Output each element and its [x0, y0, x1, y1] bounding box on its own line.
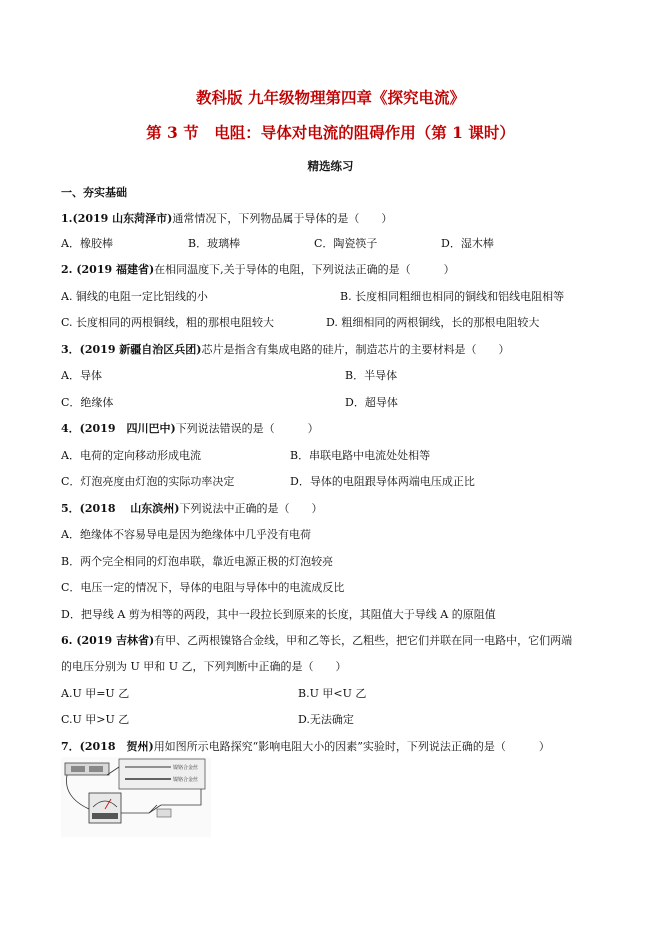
option-d: D. 粗细相同的两根铜线，长的那根电阻较大: [326, 316, 540, 329]
clip-icon: [157, 809, 171, 817]
question-source: 4．(2019 四川巴中): [61, 422, 176, 435]
question-text: 芯片是指含有集成电路的硅片，制造芯片的主要材料是（ ）: [201, 343, 510, 356]
option-b: B．两个完全相同的灯泡串联，靠近电源正极的灯泡较亮: [61, 555, 334, 568]
question-source: 6. (2019 吉林省): [61, 634, 155, 647]
question-text: 下列说法中正确的是（ ）: [179, 502, 323, 515]
question-6-continued: 的电压分别为 U 甲和 U 乙，下列判断中正确的是（ ）: [61, 660, 347, 673]
option-b: B. 长度相同粗细也相同的铜线和铝线电阻相等: [340, 290, 565, 303]
question-text: 下列说法错误的是（ ）: [175, 422, 319, 435]
option-c: C. 长度相同的两根铜线，粗的那根电阻较大: [61, 316, 275, 329]
option-c: C．绝缘体: [61, 396, 114, 409]
question-source: 3．(2019 新疆自治区兵团): [61, 343, 202, 356]
option-b: B.U 甲<U 乙: [298, 687, 367, 700]
question-source: 2. (2019 福建省): [61, 263, 155, 276]
option-a: A．电荷的定向移动形成电流: [61, 449, 201, 462]
question-source: 1.(2019 山东菏泽市): [61, 212, 173, 225]
wire-label-1: 镍铬合金丝: [173, 765, 199, 771]
part-title: 一、夯实基础: [61, 186, 127, 199]
option-b: B．半导体: [345, 369, 398, 382]
question-2: [61, 263, 455, 277]
section-label: 精选练习: [307, 159, 354, 173]
question-5: [61, 502, 323, 516]
question-3: [61, 343, 510, 357]
option-a: A. 铜线的电阻一定比铝线的小: [61, 290, 208, 303]
option-d: D．导体的电阻跟导体两端电压成正比: [290, 475, 475, 488]
wire-label-2: 镍铬合金丝: [173, 777, 199, 783]
question-text: 在相同温度下,关于导体的电阻，下列说法正确的是（ ）: [154, 263, 455, 276]
option-b: B．串联电路中电流处处相等: [290, 449, 431, 462]
question-6: [61, 634, 572, 648]
option-d: D.无法确定: [298, 713, 354, 726]
option-d: D．湿木棒: [441, 237, 494, 250]
question-text: 通常情况下，下列物品属于导体的是（ ）: [172, 212, 393, 225]
option-a: A．橡胶棒: [61, 237, 113, 250]
option-d: D．把导线 A 剪为相等的两段，其中一段拉长到原来的长度，其阻值大于导线 A 的原阻值: [61, 608, 496, 621]
question-1: [61, 212, 392, 226]
section-subtitle: 第 3 节 电阻：导体对电流的阻碍作用（第 1 课时）: [146, 123, 515, 142]
option-c: C．灯泡亮度由灯泡的实际功率决定: [61, 475, 235, 488]
question-source: 7．(2018 贺州): [61, 740, 154, 753]
option-a: A．绝缘体不容易导电是因为绝缘体中几乎没有电荷: [61, 528, 311, 541]
resistance-board: [119, 759, 205, 789]
question-source: 5．(2018 山东滨州): [61, 502, 180, 515]
question-4: [61, 422, 319, 436]
circuit-figure: [61, 757, 211, 837]
option-c: C．电压一定的情况下，导体的电阻与导体中的电流成反比: [61, 581, 345, 594]
question-7: [61, 740, 550, 754]
option-b: B．玻璃棒: [188, 237, 241, 250]
option-c: C.U 甲>U 乙: [61, 713, 130, 726]
option-c: C．陶瓷筷子: [314, 237, 378, 250]
question-text: 有甲、乙两根镍铬合金线，甲和乙等长，乙粗些，把它们并联在同一电路中，它们两端: [154, 634, 573, 647]
question-text: 用如图所示电路探究“影响电阻大小的因素”实验时，下列说法正确的是（ ）: [153, 740, 550, 753]
document-title: 教科版 九年级物理第四章《探究电流》: [196, 88, 465, 107]
option-a: A．导体: [61, 369, 102, 382]
option-a: A.U 甲=U 乙: [61, 687, 130, 700]
option-d: D．超导体: [345, 396, 398, 409]
